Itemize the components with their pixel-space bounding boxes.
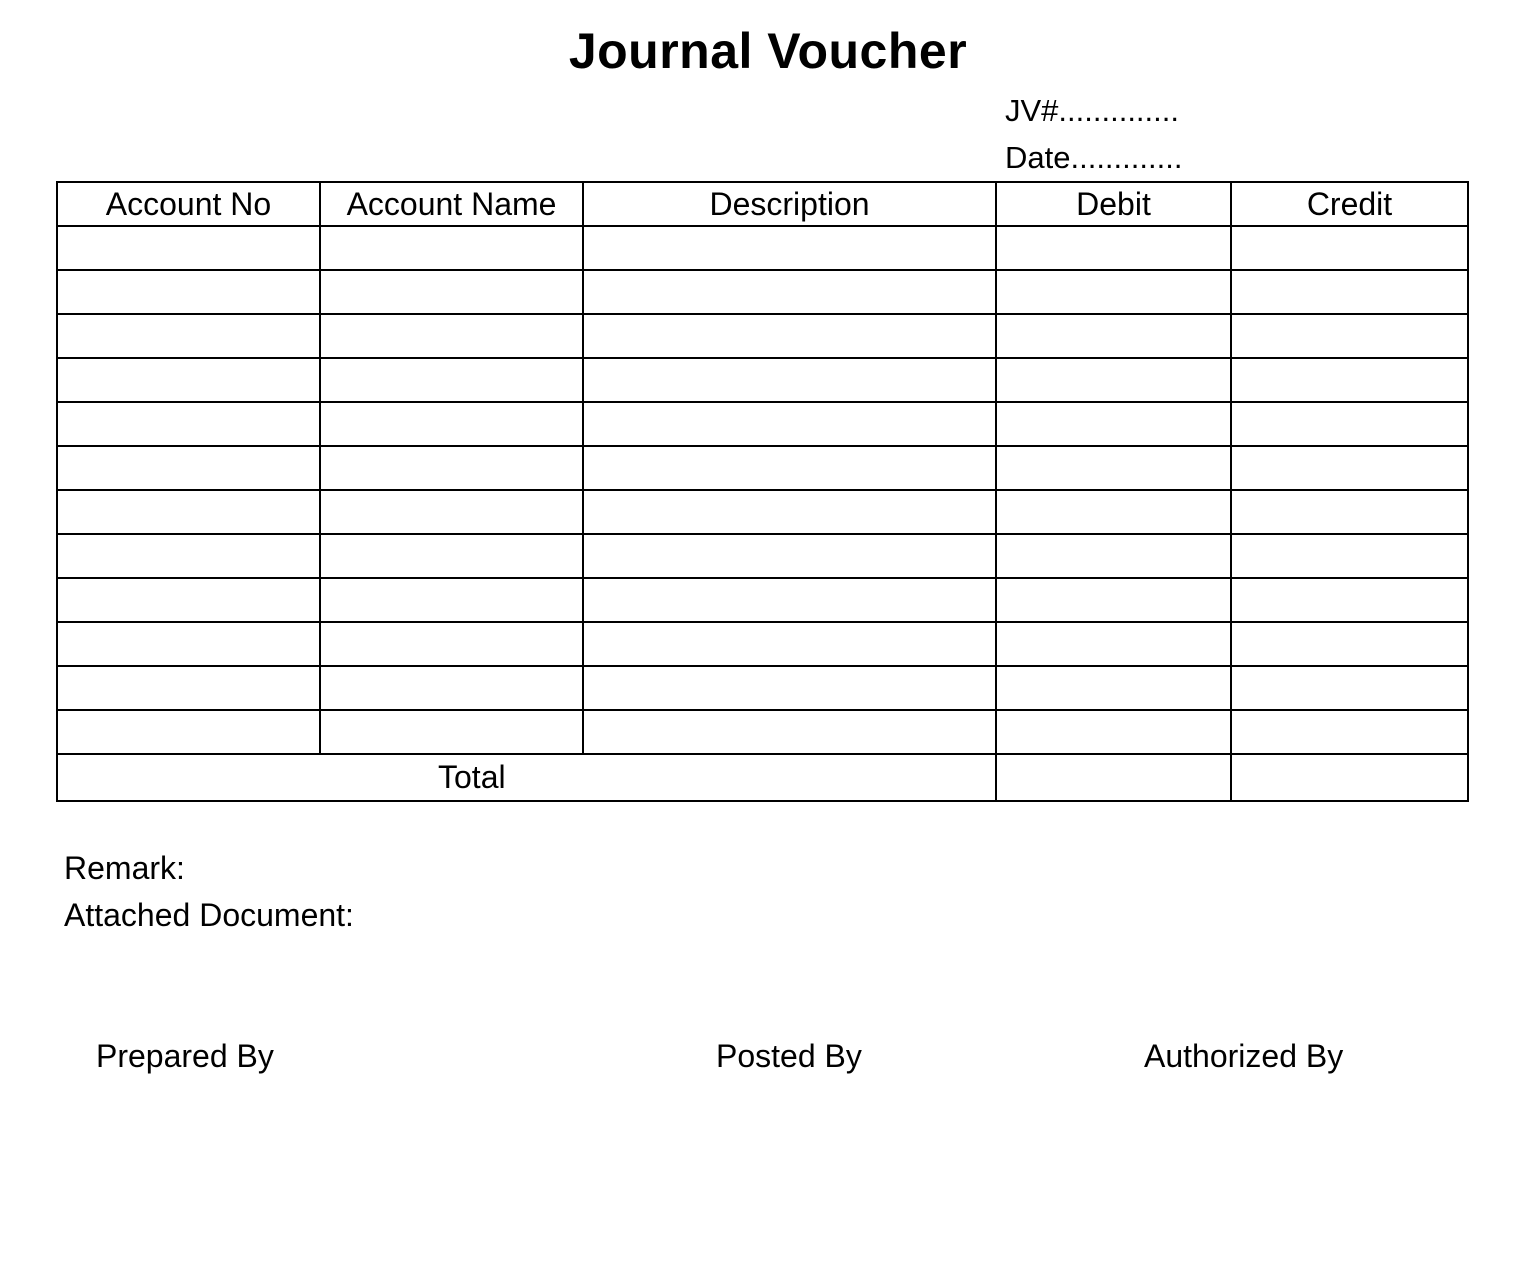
credit-cell[interactable] [1231,622,1468,666]
description-cell[interactable] [583,402,996,446]
account-no-cell[interactable] [57,710,320,754]
total-debit-cell[interactable] [996,754,1231,801]
account-no-cell[interactable] [57,622,320,666]
voucher-table [56,181,1469,802]
table-row [57,490,1468,534]
description-cell[interactable] [583,358,996,402]
account-name-cell[interactable] [320,402,583,446]
debit-cell[interactable] [996,402,1231,446]
account-name-cell[interactable] [320,490,583,534]
account-name-cell[interactable] [320,358,583,402]
authorized-by-label: Authorized By [1144,1038,1344,1074]
account-name-cell[interactable] [320,270,583,314]
table-row [57,358,1468,402]
account-no-cell[interactable] [57,226,320,270]
account-name-cell[interactable] [320,666,583,710]
description-cell[interactable] [583,666,996,710]
debit-cell[interactable] [996,358,1231,402]
description-cell[interactable] [583,270,996,314]
debit-cell[interactable] [996,622,1231,666]
account-no-cell[interactable] [57,534,320,578]
debit-cell[interactable] [996,534,1231,578]
account-no-cell[interactable] [57,446,320,490]
account-name-cell[interactable] [320,578,583,622]
debit-cell[interactable] [996,578,1231,622]
debit-cell[interactable] [996,446,1231,490]
jv-number-field[interactable]: JV#.............. [1005,93,1179,128]
account-no-cell[interactable] [57,270,320,314]
column-header-account-no: Account No [57,182,320,226]
account-no-cell[interactable] [57,402,320,446]
description-cell[interactable] [583,710,996,754]
debit-cell[interactable] [996,270,1231,314]
attached-document-label: Attached Document: [64,897,354,933]
description-cell[interactable] [583,490,996,534]
remark-label: Remark: [64,850,185,886]
account-name-cell[interactable] [320,622,583,666]
column-header-account-name: Account Name [320,182,583,226]
table-row [57,710,1468,754]
description-cell[interactable] [583,578,996,622]
account-name-cell[interactable] [320,226,583,270]
account-no-cell[interactable] [57,666,320,710]
account-name-cell[interactable] [320,446,583,490]
voucher-table-body [57,226,1468,801]
account-no-cell[interactable] [57,314,320,358]
table-row [57,622,1468,666]
account-name-cell[interactable] [320,314,583,358]
table-row [57,578,1468,622]
table-row [57,534,1468,578]
description-cell[interactable] [583,534,996,578]
debit-cell[interactable] [996,710,1231,754]
credit-cell[interactable] [1231,226,1468,270]
credit-cell[interactable] [1231,402,1468,446]
prepared-by-label: Prepared By [96,1038,274,1074]
table-row [57,402,1468,446]
table-row [57,270,1468,314]
credit-cell[interactable] [1231,534,1468,578]
table-row [57,446,1468,490]
date-field[interactable]: Date............. [1005,140,1183,175]
account-no-cell[interactable] [57,358,320,402]
column-header-credit: Credit [1231,182,1468,226]
table-row [57,314,1468,358]
table-row [57,666,1468,710]
description-cell[interactable] [583,446,996,490]
total-row [57,754,1468,801]
credit-cell[interactable] [1231,358,1468,402]
description-cell[interactable] [583,226,996,270]
table-row [57,226,1468,270]
credit-cell[interactable] [1231,666,1468,710]
credit-cell[interactable] [1231,710,1468,754]
credit-cell[interactable] [1231,270,1468,314]
column-header-debit: Debit [996,182,1231,226]
debit-cell[interactable] [996,666,1231,710]
account-name-cell[interactable] [320,534,583,578]
posted-by-label: Posted By [716,1038,862,1074]
debit-cell[interactable] [996,314,1231,358]
total-label: Total [57,754,996,801]
column-header-description: Description [583,182,996,226]
description-cell[interactable] [583,622,996,666]
credit-cell[interactable] [1231,314,1468,358]
total-credit-cell[interactable] [1231,754,1468,801]
account-no-cell[interactable] [57,578,320,622]
description-cell[interactable] [583,314,996,358]
credit-cell[interactable] [1231,446,1468,490]
table-header-row [57,182,1468,226]
debit-cell[interactable] [996,226,1231,270]
account-no-cell[interactable] [57,490,320,534]
account-name-cell[interactable] [320,710,583,754]
page-title: Journal Voucher [568,23,968,79]
credit-cell[interactable] [1231,578,1468,622]
debit-cell[interactable] [996,490,1231,534]
credit-cell[interactable] [1231,490,1468,534]
